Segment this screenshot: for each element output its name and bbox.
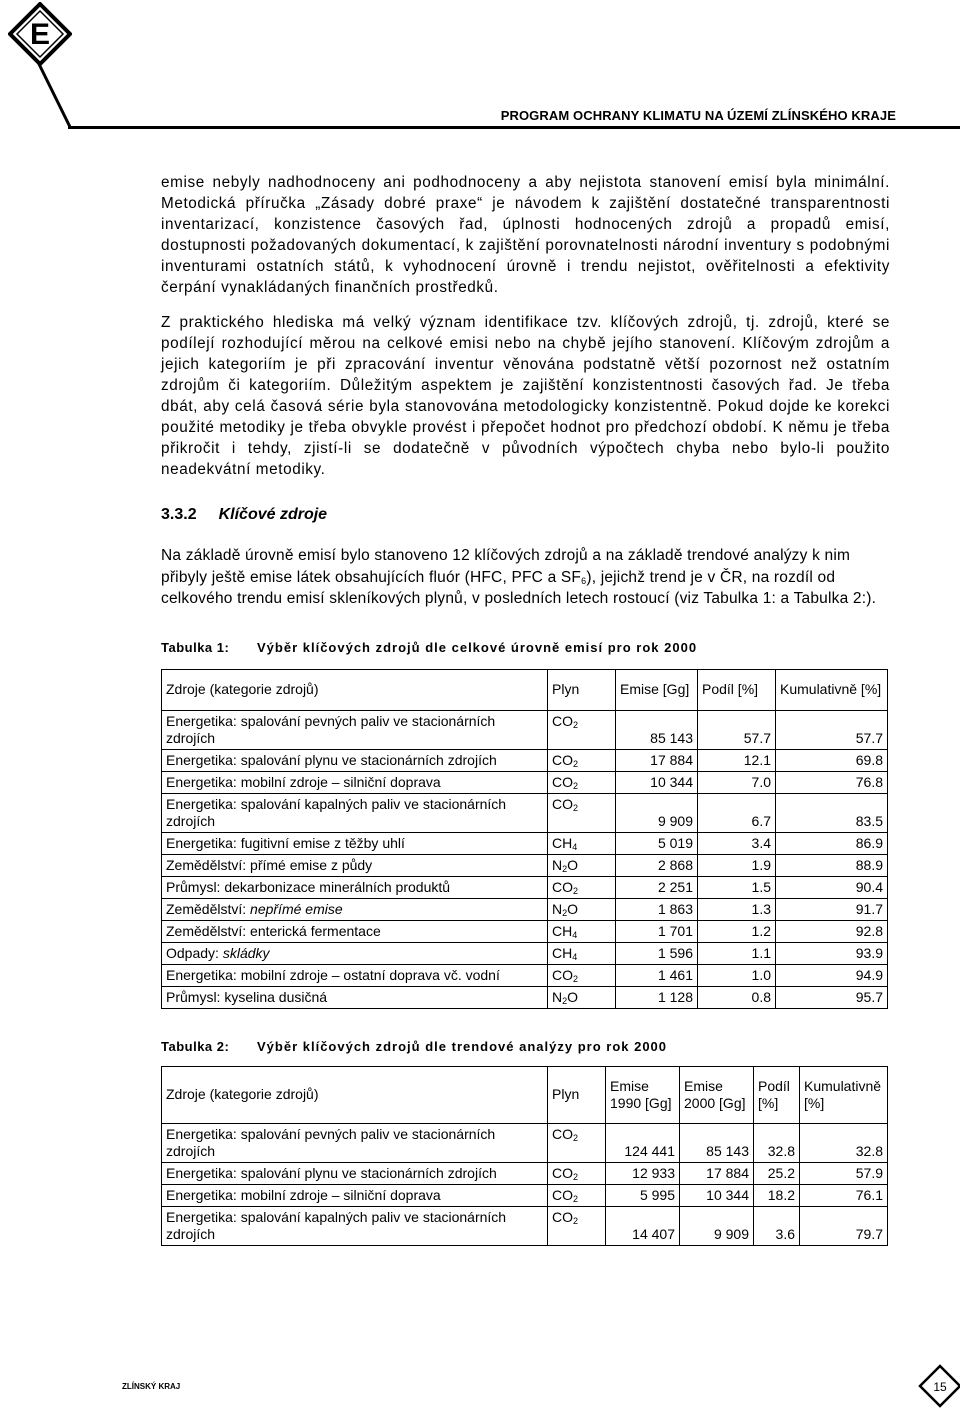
source-cell	[162, 771, 548, 793]
e2000-cell: 85 143	[680, 1123, 754, 1162]
kum-cell: 91.7	[776, 898, 888, 920]
gas-subscript: 2	[562, 907, 568, 918]
gas-formula: N	[552, 856, 563, 873]
source-text: Energetika: mobilní zdroje – silniční doprava	[166, 1186, 441, 1203]
gas-subscript: 2	[573, 780, 579, 791]
gas-subscript: 2	[573, 1215, 579, 1226]
gas-cell	[548, 1184, 606, 1206]
source-cell	[162, 986, 548, 1008]
kum-cell: 57.7	[776, 710, 888, 749]
gas-formula: CO	[552, 1125, 573, 1142]
page-diamond-icon	[918, 1364, 960, 1408]
table-row	[162, 1162, 888, 1184]
table-row	[162, 1123, 888, 1162]
source-cell	[162, 898, 548, 920]
source-cell	[162, 1123, 548, 1162]
gas-cell	[548, 942, 616, 964]
gas-formula: CH	[552, 834, 573, 851]
table-row	[162, 898, 888, 920]
source-text: Energetika: spalování plynu ve stacionárních zdrojích	[166, 751, 497, 768]
table1-label: Tabulka 1:	[161, 639, 230, 655]
source-cell	[162, 964, 548, 986]
gas-subscript: 4	[572, 929, 578, 940]
source-text: Zemědělství: přímé emise z půdy	[166, 856, 373, 873]
gas-cell	[548, 1123, 606, 1162]
table-row	[162, 920, 888, 942]
gas-cell	[548, 710, 616, 749]
kum-cell: 90.4	[776, 876, 888, 898]
gas-formula: CO	[552, 795, 573, 812]
paragraph-1: emise nebyly nadhodnoceny ani podhodnoceny a aby nejistota stanovení emisí byla minimální. Metodická příručka „Zásady dobré praxe“ je návodem k zajištění dostatečné transparentnosti inventarizací, konzistence časových řad, úplnosti hodnocených zdrojů a propadů emisí, dostupnosti požadovaných dokumentací, k zajištění porovnatelnosti národní inventury s podobnými inventurami ostatních států, k vyhodnocení úrovně i trendu nejistot, ověřitelnosti a efektivity čerpání vynakládaných finančních prostředků.	[161, 174, 890, 296]
emise-cell: 2 868	[616, 854, 698, 876]
kum-cell: 76.1	[800, 1184, 888, 1206]
gas-formula: CO	[552, 1208, 573, 1225]
podil-cell: 12.1	[698, 749, 776, 771]
kum-cell: 88.9	[776, 854, 888, 876]
gas-formula: CO	[552, 1164, 573, 1181]
table1	[161, 669, 888, 1009]
gas-subscript: 2	[573, 1171, 579, 1182]
table2	[161, 1066, 888, 1246]
gas-subscript: 2	[573, 758, 579, 769]
gas-subscript: 2	[562, 863, 568, 874]
table2-col-source: Zdroje (kategorie zdrojů)	[162, 1066, 548, 1123]
source-cell	[162, 1184, 548, 1206]
table2-label: Tabulka 2:	[161, 1038, 230, 1054]
table1-col-kum: Kumulativně [%]	[776, 669, 888, 710]
source-text: Průmysl: kyselina dusičná	[166, 988, 328, 1005]
podil-cell: 3.6	[754, 1206, 800, 1245]
svg-text:E: E	[29, 18, 51, 51]
gas-cell	[548, 920, 616, 942]
gas-formula: CO	[552, 878, 573, 895]
source-text: Energetika: spalování kapalných paliv ve stacionárních zdrojích	[166, 1208, 507, 1242]
table-row	[162, 854, 888, 876]
paragraph-2: Z praktického hlediska má velký význam identifikace tzv. klíčových zdrojů, tj. zdrojů, které se podílejí rozhodující měrou na celkové emisi nebo na chybě jejího stanovení. Klíčovým zdrojům a jejich kategoriím je při zpracování inventur věnována podstatně větší pozornost než ostatním zdrojům či kategoriím. Důležitým aspektem je zajištění konzistentnosti časových řad. Je třeba dbát, aby celá časová série byla stanovována metodologicky konzistentně. Pokud dojde ke korekci použité metodiky je třeba obvykle provést i přepočet hodnot pro předchozí období. K němu je třeba přikročit i tehdy, zjistí-li se dodatečně v původních výpočtech chyba nebo bylo-li použito neadekvátní metodiky.	[161, 314, 890, 478]
kum-cell: 86.9	[776, 832, 888, 854]
gas-subscript: 2	[573, 973, 579, 984]
table1-col-gas: Plyn	[548, 669, 616, 710]
section-number: 3.3.2	[161, 506, 197, 523]
table-row	[162, 876, 888, 898]
gas-subscript: 2	[573, 1132, 579, 1143]
kum-cell: 95.7	[776, 986, 888, 1008]
emise-cell: 17 884	[616, 749, 698, 771]
e1990-cell: 14 407	[606, 1206, 680, 1245]
source-cell	[162, 793, 548, 832]
source-text: Zemědělství:	[166, 900, 251, 917]
table2-caption-text: Výběr klíčových zdrojů dle trendové analýzy pro rok 2000	[257, 1038, 668, 1054]
section-heading	[161, 506, 890, 524]
table2-col-kum: Kumulativně [%]	[800, 1066, 888, 1123]
table-row	[162, 749, 888, 771]
source-cell	[162, 942, 548, 964]
gas-formula: CH	[552, 922, 573, 939]
kum-cell: 92.8	[776, 920, 888, 942]
podil-cell: 3.4	[698, 832, 776, 854]
podil-cell: 1.2	[698, 920, 776, 942]
source-text: Odpady:	[166, 944, 223, 961]
podil-cell: 18.2	[754, 1184, 800, 1206]
source-text: Energetika: mobilní zdroje – silniční doprava	[166, 773, 441, 790]
source-cell	[162, 832, 548, 854]
emise-cell: 1 596	[616, 942, 698, 964]
source-text: Energetika: spalování pevných paliv ve stacionárních zdrojích	[166, 712, 496, 746]
table2-col-e2000: Emise 2000 [Gg]	[680, 1066, 754, 1123]
table1-col-source: Zdroje (kategorie zdrojů)	[162, 669, 548, 710]
gas-formula: CO	[552, 966, 573, 983]
podil-cell: 25.2	[754, 1162, 800, 1184]
table-row	[162, 793, 888, 832]
source-text: Energetika: fugitivní emise z těžby uhlí	[166, 834, 405, 851]
source-cell	[162, 749, 548, 771]
emise-cell: 1 461	[616, 964, 698, 986]
e2000-cell: 17 884	[680, 1162, 754, 1184]
table-row	[162, 986, 888, 1008]
emise-cell: 5 019	[616, 832, 698, 854]
gas-subscript: 2	[573, 719, 579, 730]
table2-caption	[161, 1039, 890, 1054]
gas-subscript: 4	[572, 951, 578, 962]
gas-formula: N	[552, 900, 563, 917]
kum-cell: 83.5	[776, 793, 888, 832]
podil-cell: 32.8	[754, 1123, 800, 1162]
table2-col-e1990: Emise 1990 [Gg]	[606, 1066, 680, 1123]
gas-cell	[548, 986, 616, 1008]
kum-cell: 69.8	[776, 749, 888, 771]
e2000-cell: 9 909	[680, 1206, 754, 1245]
table-row	[162, 832, 888, 854]
emise-cell: 85 143	[616, 710, 698, 749]
kum-cell: 94.9	[776, 964, 888, 986]
kum-cell: 93.9	[776, 942, 888, 964]
gas-formula: CO	[552, 751, 573, 768]
footer-region-name: ZLÍNSKÝ KRAJ	[122, 1382, 181, 1391]
gas-subscript: 2	[573, 885, 579, 896]
e1990-cell: 5 995	[606, 1184, 680, 1206]
table-row	[162, 1184, 888, 1206]
e1990-cell: 124 441	[606, 1123, 680, 1162]
source-cell	[162, 710, 548, 749]
gas-formula: CO	[552, 712, 573, 729]
podil-cell: 0.8	[698, 986, 776, 1008]
gas-formula-tail: O	[567, 900, 579, 917]
emise-cell: 9 909	[616, 793, 698, 832]
gas-subscript: 4	[572, 841, 578, 852]
gas-subscript: 2	[573, 1193, 579, 1204]
emise-cell: 10 344	[616, 771, 698, 793]
podil-cell: 1.5	[698, 876, 776, 898]
gas-formula: N	[552, 988, 563, 1005]
gas-subscript: 2	[573, 802, 579, 813]
source-cell	[162, 854, 548, 876]
podil-cell: 1.9	[698, 854, 776, 876]
source-cell	[162, 876, 548, 898]
table1-header-row	[162, 669, 888, 710]
gas-cell	[548, 964, 616, 986]
gas-cell	[548, 793, 616, 832]
gas-cell	[548, 876, 616, 898]
table2-header-row	[162, 1066, 888, 1123]
podil-cell: 1.1	[698, 942, 776, 964]
source-text: Energetika: spalování kapalných paliv ve stacionárních zdrojích	[166, 795, 507, 829]
page-number: 15	[933, 1380, 947, 1394]
gas-cell	[548, 771, 616, 793]
kum-cell: 76.8	[776, 771, 888, 793]
table-row	[162, 942, 888, 964]
gas-cell	[548, 1162, 606, 1184]
table1-col-podil: Podíl [%]	[698, 669, 776, 710]
e1990-cell: 12 933	[606, 1162, 680, 1184]
podil-cell: 6.7	[698, 793, 776, 832]
source-cell	[162, 1206, 548, 1245]
table1-caption-text: Výběr klíčových zdrojů dle celkové úrovně emisí pro rok 2000	[257, 639, 698, 655]
header-title: PROGRAM OCHRANY KLIMATU NA ÚZEMÍ ZLÍNSKÉHO KRAJE	[500, 108, 896, 123]
page-content	[161, 172, 890, 1246]
gas-formula: CO	[552, 773, 573, 790]
gas-formula-tail: O	[567, 856, 579, 873]
kum-cell: 79.7	[800, 1206, 888, 1245]
table1-caption	[161, 640, 890, 655]
podil-cell: 7.0	[698, 771, 776, 793]
source-text: Energetika: mobilní zdroje – ostatní doprava vč. vodní	[166, 966, 500, 983]
emise-cell: 1 863	[616, 898, 698, 920]
gas-cell	[548, 854, 616, 876]
gas-cell	[548, 832, 616, 854]
emise-cell: 2 251	[616, 876, 698, 898]
podil-cell: 1.0	[698, 964, 776, 986]
podil-cell: 57.7	[698, 710, 776, 749]
source-cell	[162, 1162, 548, 1184]
source-text-italic: skládky	[222, 944, 270, 961]
table-row	[162, 710, 888, 749]
gas-subscript: 2	[562, 995, 568, 1006]
section-title: Klíčové zdroje	[218, 506, 328, 523]
kum-cell: 32.8	[800, 1123, 888, 1162]
source-text: Zemědělství: enterická fermentace	[166, 922, 381, 939]
table2-col-gas: Plyn	[548, 1066, 606, 1123]
source-text-italic: nepřímé emise	[250, 900, 343, 917]
gas-formula: CO	[552, 1186, 573, 1203]
source-text: Energetika: spalování pevných paliv ve stacionárních zdrojích	[166, 1125, 496, 1159]
intro-paragraph: Na základě úrovně emisí bylo stanoveno 12 klíčových zdrojů a na základě trendové analýzy k nim přibyly ještě emise látek obsahujících fluór (HFC, PFC a $SF_6$), jejichž trend je v ČR, na rozdíl od celkového trendu emisí skleníkových plynů, v posledních letech rostoucí (viz Tabulka 1: a Tabulka 2:).	[161, 547, 877, 607]
podil-cell: 1.3	[698, 898, 776, 920]
source-text: Energetika: spalování plynu ve stacionárních zdrojích	[166, 1164, 497, 1181]
table-row	[162, 771, 888, 793]
source-text: Průmysl: dekarbonizace minerálních produktů	[166, 878, 451, 895]
table-row	[162, 964, 888, 986]
gas-cell	[548, 749, 616, 771]
table1-col-emise: Emise [Gg]	[616, 669, 698, 710]
e2000-cell: 10 344	[680, 1184, 754, 1206]
e-diamond-logo-icon	[8, 2, 72, 66]
table2-col-podil: Podíl [%]	[754, 1066, 800, 1123]
gas-cell	[548, 1206, 606, 1245]
header-rule	[68, 126, 960, 129]
gas-formula-tail: O	[567, 988, 579, 1005]
gas-formula: CH	[552, 944, 573, 961]
source-cell	[162, 920, 548, 942]
emise-cell: 1 701	[616, 920, 698, 942]
kum-cell: 57.9	[800, 1162, 888, 1184]
emise-cell: 1 128	[616, 986, 698, 1008]
table-row	[162, 1206, 888, 1245]
gas-cell	[548, 898, 616, 920]
